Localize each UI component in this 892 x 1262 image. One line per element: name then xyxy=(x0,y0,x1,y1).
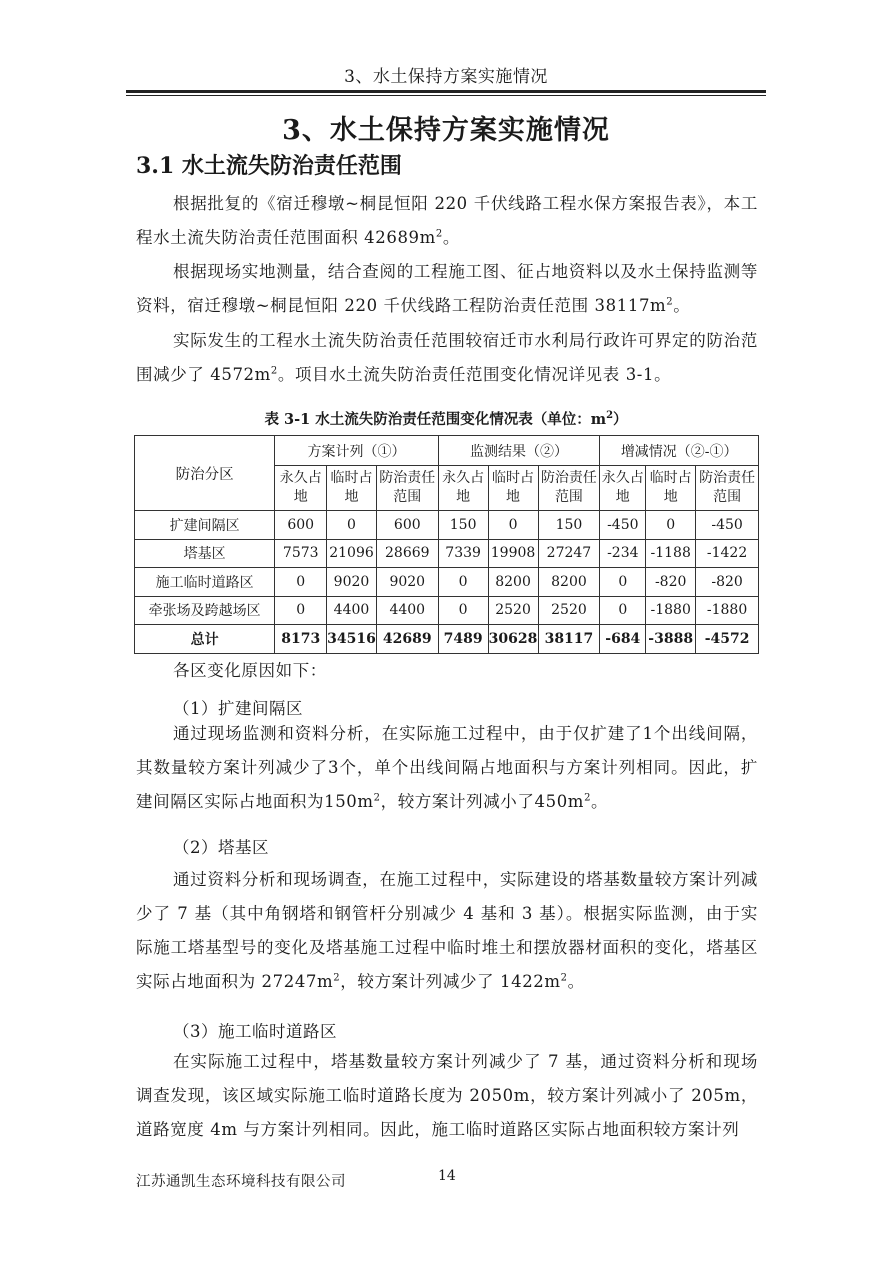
group-header-monitoring: 监测结果（②） xyxy=(438,436,600,466)
paragraph-text: 实际发生的工程水土流失防治责任范围较宿迁市水利局行政许可界定的防治范围减少了 4572m xyxy=(136,331,758,384)
table-cell: -820 xyxy=(646,568,696,597)
subcol-temporary: 临时占地 xyxy=(327,466,377,511)
superscript: 2 xyxy=(270,365,278,377)
table-cell: 7339 xyxy=(438,539,488,568)
superscript: 2 xyxy=(373,792,381,804)
table-cell: 150 xyxy=(438,511,488,540)
row-zone-name: 塔基区 xyxy=(135,539,275,568)
caption-text: 表 3-1 水土流失防治责任范围变化情况表（单位：m xyxy=(264,411,607,428)
superscript: 2 xyxy=(435,228,443,240)
table-cell: 34516 xyxy=(327,625,377,654)
table-cell: -3888 xyxy=(646,625,696,654)
subcol-scope: 防治责任范围 xyxy=(696,466,759,511)
table-cell: -1880 xyxy=(696,596,759,625)
paragraph-text: 。 xyxy=(591,792,609,811)
table-cell: 0 xyxy=(438,596,488,625)
paragraph-expansion xyxy=(136,717,758,819)
table-cell: -684 xyxy=(600,625,646,654)
group-header-change: 增减情况（②-①） xyxy=(600,436,759,466)
subcol-temporary: 临时占地 xyxy=(488,466,538,511)
table-cell: 2520 xyxy=(488,596,538,625)
running-header: 3、水土保持方案实施情况 xyxy=(344,67,548,87)
superscript: 2 xyxy=(606,410,614,422)
table-cell: -4572 xyxy=(696,625,759,654)
table-cell: 30628 xyxy=(488,625,538,654)
table-cell: 0 xyxy=(600,568,646,597)
table-header-row xyxy=(135,436,759,466)
column-header-zone: 防治分区 xyxy=(135,436,275,511)
table-cell: 2520 xyxy=(538,596,600,625)
table-cell: -1880 xyxy=(646,596,696,625)
paragraph-text: 通过现场监测和资料分析，在实际施工过程中，由于仅扩建了1个出线间隔，其数量较方案计列减少了3个，单个出线间隔占地面积与方案计列相同。因此，扩建间隔区实际占地面积为150m xyxy=(136,724,758,811)
caption-text: ） xyxy=(613,411,628,428)
superscript: 2 xyxy=(666,296,674,308)
table-cell: -820 xyxy=(696,568,759,597)
table-caption xyxy=(126,408,766,429)
paragraph-scope-change xyxy=(136,324,758,392)
table-cell: 0 xyxy=(488,511,538,540)
group-header-plan: 方案计列（①） xyxy=(275,436,438,466)
paragraph-text: 通过资料分析和现场调查，在施工过程中，实际建设的塔基数量较方案计列减少了 7 基（其中角钢塔和钢管杆分别减少 4 基和 3 基）。根据实际监测，由于实际施工塔基型号的变化及塔基施工过程中临时堆土和摆放器材面积的变化，塔基区实际占地面积为 27247m xyxy=(136,870,758,991)
subsection-heading-tower: （2）塔基区 xyxy=(173,838,269,857)
table-cell: 42689 xyxy=(376,625,438,654)
paragraph-text: 。 xyxy=(567,972,585,991)
table-cell: 7489 xyxy=(438,625,488,654)
subcol-permanent: 永久占地 xyxy=(438,466,488,511)
footer-company: 江苏通凯生态环境科技有限公司 xyxy=(136,1174,346,1190)
superscript: 2 xyxy=(560,972,568,984)
table-cell: -234 xyxy=(600,539,646,568)
table-cell: 27247 xyxy=(538,539,600,568)
table-cell: 8200 xyxy=(488,568,538,597)
table-cell: 4400 xyxy=(327,596,377,625)
superscript: 2 xyxy=(584,792,592,804)
table-cell: 7573 xyxy=(275,539,327,568)
subcol-temporary: 临时占地 xyxy=(646,466,696,511)
paragraph-text: ，较方案计列减小了450m xyxy=(380,792,585,811)
paragraph-text: 。 xyxy=(442,228,460,247)
table-cell: 28669 xyxy=(376,539,438,568)
subcol-scope: 防治责任范围 xyxy=(538,466,600,511)
superscript: 2 xyxy=(333,972,341,984)
paragraph-text: 。项目水土流失防治责任范围变化情况详见表 3-1。 xyxy=(277,365,672,384)
table-cell: 38117 xyxy=(538,625,600,654)
paragraph-approved-scope xyxy=(136,187,758,255)
table-cell: 8173 xyxy=(275,625,327,654)
table-cell: 600 xyxy=(376,511,438,540)
reasons-intro: 各区变化原因如下： xyxy=(173,661,327,680)
table-row xyxy=(135,568,759,597)
paragraph-temp-road: 在实际施工过程中，塔基数量较方案计列减少了 7 基，通过资料分析和现场调查发现，该区域实际施工临时道路长度为 2050m，较方案计列减小了 205m，道路宽度 4m 与方案计列相同。因此，施工临时道路区实际占地面积较方案计列 xyxy=(136,1052,758,1139)
paragraph-text: 根据批复的《宿迁穆墩~桐昆恒阳 220 千伏线路工程水保方案报告表》，本工程水土流失防治责任范围面积 42689m xyxy=(136,194,758,247)
table-cell: 9020 xyxy=(376,568,438,597)
subcol-permanent: 永久占地 xyxy=(275,466,327,511)
subsection-heading-temp-road: （3）施工临时道路区 xyxy=(173,1022,337,1041)
table-cell: 0 xyxy=(438,568,488,597)
table-cell: 0 xyxy=(275,568,327,597)
paragraph-measured-scope xyxy=(136,255,758,323)
table-cell: 600 xyxy=(275,511,327,540)
subsection-heading-expansion: （1）扩建间隔区 xyxy=(173,699,303,718)
row-zone-name: 牵张场及跨越场区 xyxy=(135,596,275,625)
paragraph-text: 根据现场实地测量，结合查阅的工程施工图、征占地资料以及水土保持监测等资料，宿迁穆墩~桐昆恒阳 220 千伏线路工程防治责任范围 38117m xyxy=(136,262,758,315)
table-cell: 4400 xyxy=(376,596,438,625)
paragraph-text: ，较方案计列减少了 1422m xyxy=(340,972,561,991)
table-cell: -450 xyxy=(696,511,759,540)
table-cell: 9020 xyxy=(327,568,377,597)
table-row xyxy=(135,539,759,568)
subcol-scope: 防治责任范围 xyxy=(376,466,438,511)
header-rule-thick xyxy=(126,90,766,93)
header-rule-thin xyxy=(126,95,766,96)
table-cell: -1188 xyxy=(646,539,696,568)
table-cell: -1422 xyxy=(696,539,759,568)
row-zone-name: 扩建间隔区 xyxy=(135,511,275,540)
table-cell: 8200 xyxy=(538,568,600,597)
page-number: 14 xyxy=(438,1168,456,1184)
paragraph-tower xyxy=(136,863,758,999)
table-cell: -450 xyxy=(600,511,646,540)
table-cell: 0 xyxy=(327,511,377,540)
row-zone-name: 总计 xyxy=(135,625,275,654)
table-cell: 0 xyxy=(275,596,327,625)
paragraph-text: 。 xyxy=(673,296,691,315)
section-title: 3.1 水土流失防治责任范围 xyxy=(136,153,402,179)
row-zone-name: 施工临时道路区 xyxy=(135,568,275,597)
table-row xyxy=(135,596,759,625)
table-cell: 150 xyxy=(538,511,600,540)
chapter-title: 3、水土保持方案实施情况 xyxy=(282,115,610,146)
table-cell: 0 xyxy=(646,511,696,540)
table-cell: 21096 xyxy=(327,539,377,568)
table-cell: 19908 xyxy=(488,539,538,568)
responsibility-scope-table xyxy=(134,435,759,654)
subcol-permanent: 永久占地 xyxy=(600,466,646,511)
table-row xyxy=(135,511,759,540)
table-cell: 0 xyxy=(600,596,646,625)
table-total-row xyxy=(135,625,759,654)
